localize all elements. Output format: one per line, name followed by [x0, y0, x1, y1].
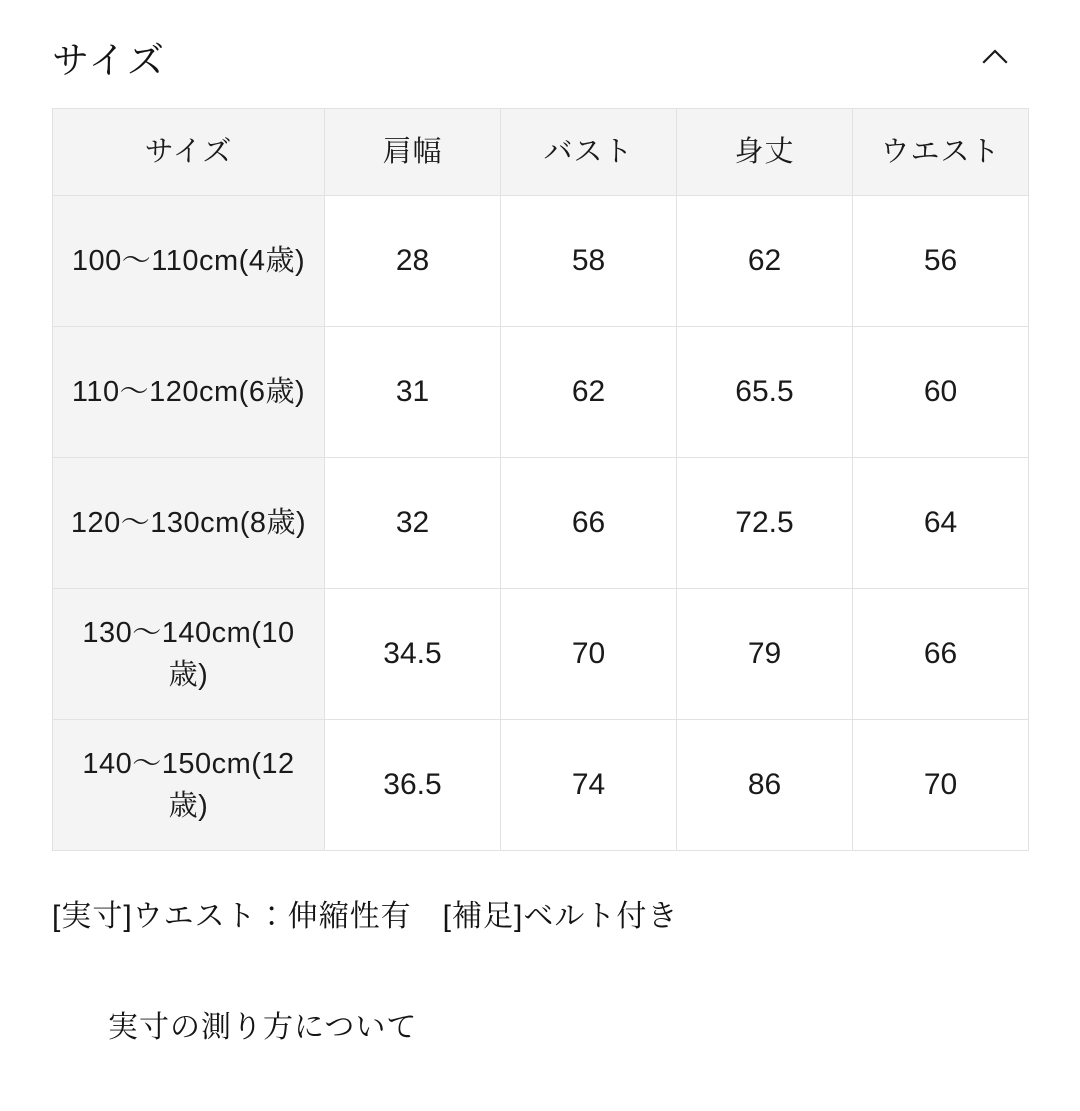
- cell-bust: 62: [501, 327, 677, 458]
- cell-length: 62: [677, 196, 853, 327]
- cell-shoulder: 34.5: [325, 589, 501, 720]
- table-row: [53, 458, 1029, 589]
- table-row: [53, 327, 1029, 458]
- how-to-measure-link-label[interactable]: 実寸の測り方について: [108, 1011, 417, 1044]
- table-row: [53, 196, 1029, 327]
- cell-waist: 66: [853, 589, 1029, 720]
- cell-bust: 70: [501, 589, 677, 720]
- collapse-toggle-button[interactable]: [968, 30, 1022, 84]
- cell-bust: 74: [501, 720, 677, 851]
- chevron-up-icon: [980, 42, 1010, 72]
- notes-block: [52, 889, 1028, 1111]
- cell-length: 65.5: [677, 327, 853, 458]
- page-title: サイズ: [52, 30, 166, 84]
- cell-bust: 66: [501, 458, 677, 589]
- note-measurement-info: [実寸]ウエスト：伸縮性有 [補足]ベルト付き: [52, 889, 1028, 945]
- cell-length: 86: [677, 720, 853, 851]
- cell-waist: 56: [853, 196, 1029, 327]
- column-header-shoulder: 肩幅: [325, 109, 501, 196]
- table-header: [53, 109, 1029, 196]
- cell-shoulder: 32: [325, 458, 501, 589]
- cell-shoulder: 31: [325, 327, 501, 458]
- column-header-size: サイズ: [53, 109, 325, 196]
- row-header-size: 140〜150cm(12歳): [53, 720, 325, 851]
- section-header: [52, 0, 1028, 108]
- cell-waist: 70: [853, 720, 1029, 851]
- note-how-to-measure-link[interactable]: [52, 945, 1028, 1111]
- table-row: [53, 720, 1029, 851]
- cell-shoulder: 36.5: [325, 720, 501, 851]
- table-body: [53, 196, 1029, 851]
- column-header-length: 身丈: [677, 109, 853, 196]
- cell-shoulder: 28: [325, 196, 501, 327]
- column-header-waist: ウエスト: [853, 109, 1029, 196]
- size-table: [52, 108, 1029, 851]
- cell-bust: 58: [501, 196, 677, 327]
- row-header-size: 110〜120cm(6歳): [53, 327, 325, 458]
- row-header-size: 130〜140cm(10歳): [53, 589, 325, 720]
- table-row: [53, 589, 1029, 720]
- column-header-bust: バスト: [501, 109, 677, 196]
- row-header-size: 100〜110cm(4歳): [53, 196, 325, 327]
- cell-length: 79: [677, 589, 853, 720]
- table-header-row: [53, 109, 1029, 196]
- cell-waist: 64: [853, 458, 1029, 589]
- row-header-size: 120〜130cm(8歳): [53, 458, 325, 589]
- cell-length: 72.5: [677, 458, 853, 589]
- cell-waist: 60: [853, 327, 1029, 458]
